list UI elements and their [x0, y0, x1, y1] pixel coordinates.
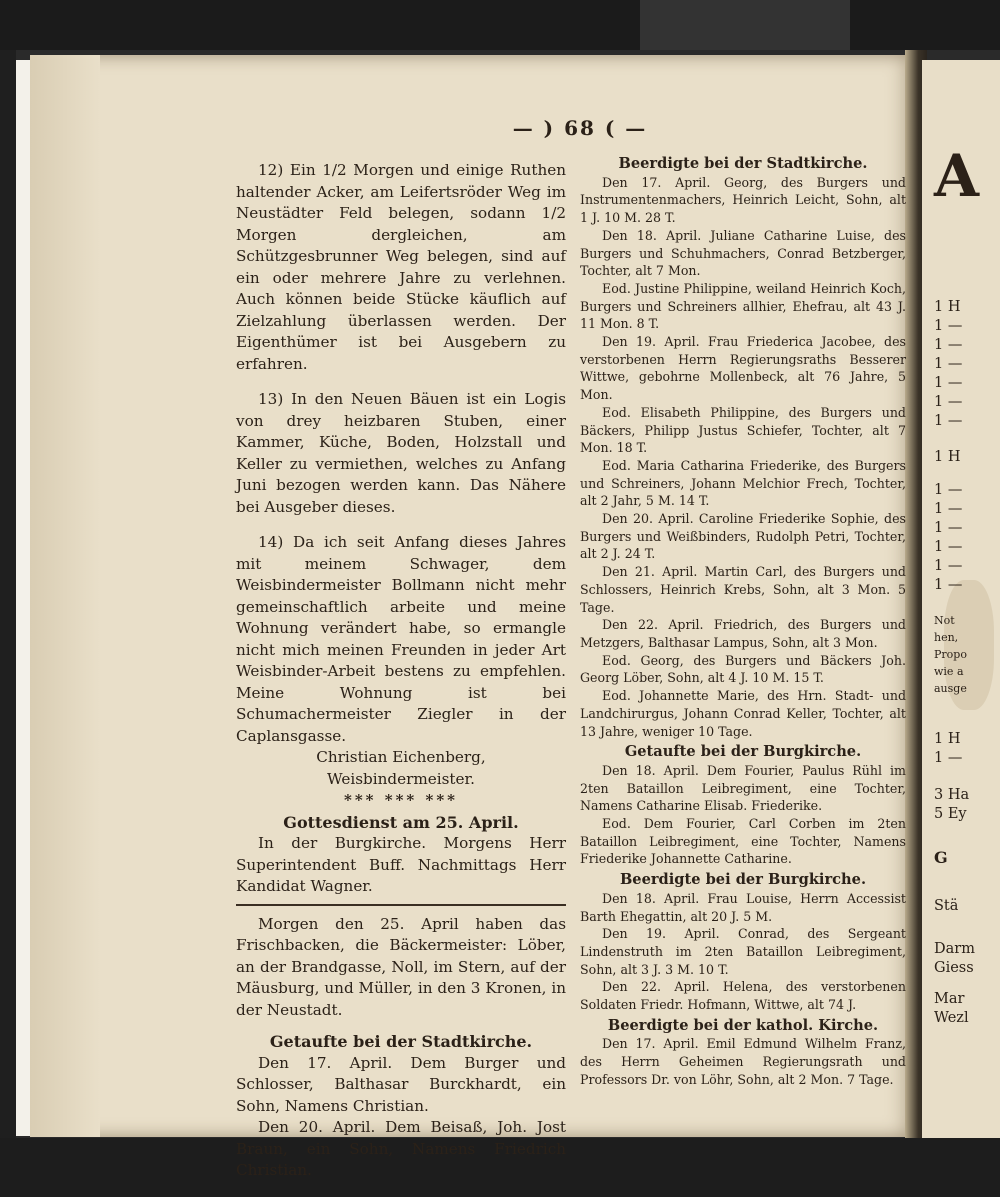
next-page-line: 1 — [934, 337, 963, 353]
next-page-line: Mar [934, 991, 965, 1007]
baptized-burg-heading: Getaufte bei der Burgkirche. [624, 743, 862, 761]
next-page-line: 1 — [934, 356, 963, 372]
next-page-heading: Stä [934, 898, 959, 914]
next-page-line: 1 — [934, 318, 963, 334]
buried-stadt-heading: Beerdigte bei der Stadtkirche. [618, 155, 868, 172]
burial-entry: Den 21. April. Martin Carl, des Burgers und Schlossers, Heinrich Krebs, Sohn, alt 3 Mon. 5 Tage. [580, 564, 906, 615]
burial-entry: Den 22. April. Helena, des verstorbenen Soldaten Friedr. Hofmann, Wittwe, alt 74 J. [580, 979, 906, 1013]
burial-entry: Den 18. April. Juliane Catharine Luise, des Burgers und Schuhmachers, Conrad Betzberger, Tochter, alt 7 Mon. [580, 227, 906, 279]
next-page-small-text [934, 612, 1000, 697]
next-page-line: 1 H [934, 299, 961, 315]
advert-13: 13) In den Neuen Bäuen ist ein Logis von drey heizbaren Stuben, einer Kammer, Küche, Boden, Holzstall und Keller zu vermiethen, welches zu Anfang Juni bezogen werden kann. Das Nähere bei Ausgeber dieses. [236, 390, 566, 516]
page-shade [30, 55, 100, 1137]
next-page-line: Wezl [934, 1010, 969, 1026]
next-page-line: 1 — [934, 520, 963, 536]
next-page-line: 1 — [934, 750, 963, 766]
burial-entry: Eod. Elisabeth Philippine, des Burgers und Bäckers, Philipp Justus Schiefer, Tochter, alt 7 Mon. 18 T. [580, 404, 906, 456]
next-page-line: 1 — [934, 539, 963, 555]
burial-entry: Den 18. April. Frau Louise, Herrn Accessist Barth Ehegattin, alt 20 J. 5 M. [580, 890, 906, 924]
next-page-line: 3 Ha [934, 787, 970, 803]
next-page-line: 1 — [934, 482, 963, 498]
section-rule [236, 904, 566, 906]
signature-title: Weisbindermeister. [327, 769, 475, 788]
next-page-line: 1 — [934, 394, 963, 410]
burial-entry: Den 19. April. Frau Friederica Jacobee, des verstorbenen Herrn Regierungsraths Besserer Wittwe, gebohrne Mollenbeck, alt 76 Jahre, 5 Mon. [580, 334, 906, 403]
next-page-line: 1 H [934, 731, 961, 747]
next-page-line: ausge [934, 682, 967, 695]
next-page-list-1 [934, 298, 1000, 431]
baptized-stadt-heading: Getaufte bei der Stadtkirche. [269, 1032, 533, 1051]
next-page-line: wie a [934, 665, 964, 678]
burial-entry: Den 20. April. Caroline Friederike Sophie, des Burgers und Weißbinders, Rudolph Petri, Tochter, alt 2 J. 24 T. [580, 511, 906, 562]
next-page-list-2 [934, 448, 1000, 595]
next-page-line: Darm [934, 941, 975, 957]
baptism-entry: Den 18. April. Dem Fourier, Paulus Rühl im 2ten Bataillon Leibregiment, eine Tochter, Namens Catharine Elisab. Friederike. [580, 762, 906, 814]
scanner-left-border [0, 50, 16, 1140]
service-text: In der Burgkirche. Morgens Herr Superintendent Buff. Nachmittags Herr Kandidat Wagner. [236, 834, 566, 895]
page-fold [640, 0, 850, 50]
burial-entry: Den 17. April. Georg, des Burgers und Instrumentenmachers, Heinrich Leicht, Sohn, alt 1 J. 10 M. 28 T. [580, 174, 906, 226]
next-page-line: 1 — [934, 501, 963, 517]
burial-entry: Eod. Maria Catharina Friederike, des Burgers und Schreiners, Johann Melchior Frech, Tochter, alt 2 Jahr, 5 M. 14 T. [580, 457, 906, 509]
buried-kath-heading: Beerdigte bei der kathol. Kirche. [607, 1016, 879, 1034]
next-page-line: 1 — [934, 577, 963, 593]
buried-burg-heading: Beerdigte bei der Burgkirche. [619, 871, 867, 889]
left-column [236, 160, 566, 1182]
next-page-line: hen, [934, 631, 959, 644]
next-page-letter: G [934, 848, 948, 867]
baptized-stadt-entry: Den 20. April. Dem Beisaß, Joh. Jost Braun, ein Sohn, Namens Friedrich Christian. [236, 1118, 566, 1179]
next-page-line: 5 Ey [934, 806, 967, 822]
next-page-line: 1 — [934, 375, 963, 391]
next-page-line: Propo [934, 648, 967, 661]
next-page-names [934, 940, 1000, 1028]
section-divider-stars: *** *** *** [343, 791, 459, 809]
burial-entry: Den 22. April. Friedrich, des Burgers und Metzgers, Balthasar Lampus, Sohn, alt 3 Mon. [580, 617, 906, 650]
baptized-stadt-entry: Den 17. April. Dem Burger und Schlosser, Balthasar Burckhardt, ein Sohn, Namens Christian. [236, 1053, 566, 1115]
burial-entry: Eod. Georg, des Burgers und Bäckers Joh. Georg Löber, Sohn, alt 4 J. 10 M. 15 T. [580, 652, 906, 686]
advert-12: 12) Ein 1/2 Morgen und einige Ruthen haltender Acker, am Leifertsröder Weg im Neustädter Feld belegen, sodann 1/2 Morgen dergleichen, am Schützgesbrunner Weg belegen, sind auf ein oder mehrere Jahre zu verlehnen. Auch können beide Stücke käuflich auf Zielzahlung überlassen werden. Der Eigenthümer ist bei Ausgebern zu erfahren. [236, 161, 566, 373]
burial-entry: Eod. Justine Philippine, weiland Heinrich Koch, Burgers und Schreiners allhier, Ehefrau, alt 43 J. 11 Mon. 8 T. [580, 280, 906, 332]
next-page-initial: A [934, 142, 980, 210]
advert-14: 14) Da ich seit Anfang dieses Jahres mit meinem Schwager, dem Weisbindermeister Bollmann nicht mehr gemeinschaftlich arbeite und meine Wohnung verändert habe, so ermangle nicht mich meinen Freunden in jeder Art Weisbinder-Arbeit bestens zu empfehlen. Meine Wohnung ist bei Schumachermeister Ziegler in der Caplansgasse. [236, 533, 566, 745]
next-page-line: Giess [934, 960, 974, 976]
right-column [580, 152, 906, 1089]
signature-name: Christian Eichenberg, [316, 748, 486, 766]
burial-entry: Den 17. April. Emil Edmund Wilhelm Franz, des Herrn Geheimen Regierungsrath und Professors Dr. von Löhr, Sohn, alt 2 Mon. 7 Tage. [580, 1036, 906, 1087]
next-page-line: 1 H [934, 449, 961, 465]
page-edge-strip [16, 60, 30, 1136]
burial-entry: Den 19. April. Conrad, des Sergeant Lindenstruth im 2ten Bataillon Leibregiment, Sohn, alt 3 J. 3 M. 10 T. [580, 926, 906, 977]
burial-entry: Eod. Johannette Marie, des Hrn. Stadt- und Landchirurgus, Johann Conrad Keller, Tochter, alt 13 Jahre, weniger 10 Tage. [580, 688, 906, 739]
next-page-line: 1 — [934, 413, 963, 429]
bakers-notice: Morgen den 25. April haben das Frischbacken, die Bäckermeister: Löber, an der Brandgasse, Noll, im Stern, auf der Mäusburg, und Müller, in den 3 Kronen, in der Neustadt. [236, 914, 566, 1019]
scanner-top-border [0, 0, 1000, 50]
service-heading: Gottesdienst am 25. April. [283, 812, 519, 832]
page-number: — ) 68 ( — [512, 116, 648, 140]
next-page-line: Not [934, 614, 955, 627]
next-page-line: 1 — [934, 558, 963, 574]
baptism-entry: Eod. Dem Fourier, Carl Corben im 2ten Bataillon Leibregiment, eine Tochter, Namens Friederike Johannette Catharine. [580, 816, 906, 867]
next-page-list-3 [934, 730, 1000, 824]
